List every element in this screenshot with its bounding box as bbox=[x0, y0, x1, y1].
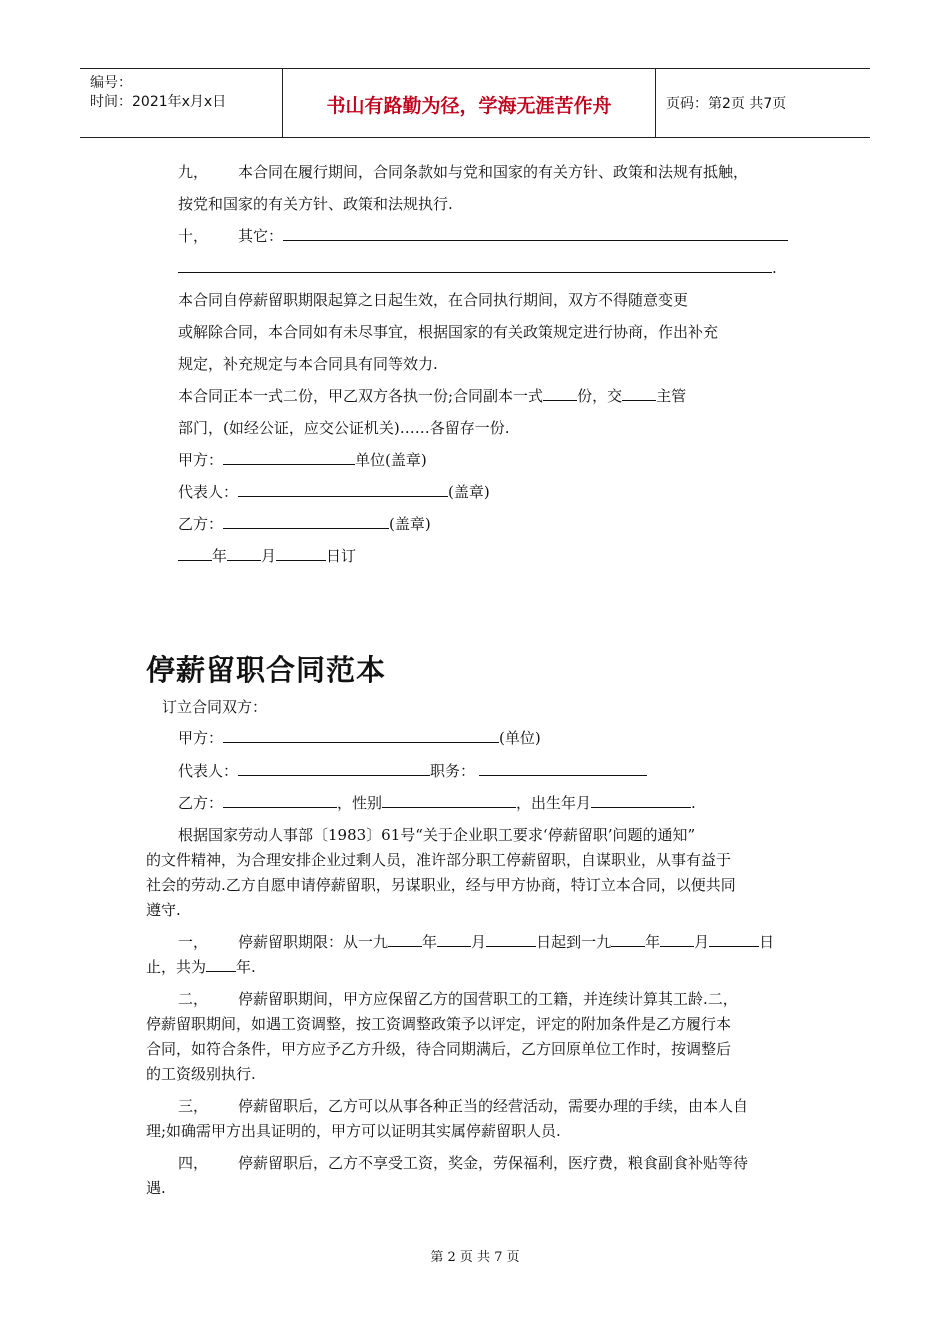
clause-1-total: 止，共为 bbox=[146, 958, 207, 976]
item-10-number: 十， bbox=[178, 227, 209, 245]
sign-rep-blank[interactable] bbox=[238, 482, 448, 497]
clause-1-start-month-blank[interactable] bbox=[437, 932, 471, 947]
sign-representative bbox=[178, 482, 490, 502]
contract-party-a bbox=[178, 728, 541, 748]
clause-1-to: 日起到一九 bbox=[536, 933, 612, 951]
contract-gender-blank[interactable] bbox=[382, 793, 516, 808]
page-footer: 第 2 页 共 7 页 bbox=[430, 1250, 520, 1265]
sign-rep-label: 代表人： bbox=[178, 483, 239, 501]
clause-2-line-4: 的工资级别执行. bbox=[146, 1065, 256, 1083]
item-10-end: . bbox=[772, 259, 777, 277]
header-motto-cell bbox=[283, 69, 656, 137]
item-10-blank-2[interactable] bbox=[178, 258, 772, 273]
clause-3-line-2: 理;如确需甲方出具证明的，甲方可以证明其实属停薪留职人员. bbox=[146, 1122, 561, 1140]
clause-1-number: 一， bbox=[178, 933, 209, 951]
clause-1-end-month-blank[interactable] bbox=[660, 932, 694, 947]
copies-dept-blank[interactable] bbox=[622, 386, 656, 401]
item-10-line-2 bbox=[178, 258, 777, 278]
clause-4-text: 停薪留职后，乙方不享受工资，奖金，劳保福利，医疗费，粮食副食补贴等待 bbox=[238, 1154, 749, 1172]
date-year-label: 年 bbox=[212, 547, 228, 565]
copies-line-1 bbox=[178, 386, 686, 406]
clause-4-number: 四， bbox=[178, 1154, 209, 1172]
clause-1-month: 月 bbox=[471, 933, 487, 951]
item-9-line-1 bbox=[178, 162, 748, 182]
clause-1-start-day-blank[interactable] bbox=[486, 932, 536, 947]
contract-birth-blank[interactable] bbox=[591, 793, 691, 808]
sign-party-b-label: 乙方： bbox=[178, 515, 224, 533]
contract-birth-end: . bbox=[691, 794, 696, 812]
contract-party-b-blank[interactable] bbox=[223, 793, 337, 808]
parties-intro: 订立合同双方： bbox=[162, 698, 268, 716]
clause-1-day-2: 日 bbox=[759, 933, 775, 951]
header-table bbox=[80, 68, 870, 138]
copies-count-blank[interactable] bbox=[543, 386, 577, 401]
item-10-blank[interactable] bbox=[283, 226, 788, 241]
clause-1-end-day-blank[interactable] bbox=[709, 932, 759, 947]
effect-line-3: 规定，补充规定与本合同具有同等效力. bbox=[178, 355, 438, 373]
intro-line-2: 的文件精神，为合理安排企业过剩人员，准许部分职工停薪留职，自谋职业，从事有益于 bbox=[146, 851, 732, 869]
clause-1-end-year-blank[interactable] bbox=[611, 932, 645, 947]
intro-line-1: 根据国家劳动人事部〔1983〕61号“关于企业职工要求‘停薪留职’问题的通知” bbox=[178, 826, 696, 844]
sign-party-a-blank[interactable] bbox=[223, 450, 355, 465]
contract-party-a-blank[interactable] bbox=[223, 728, 499, 743]
sign-party-b bbox=[178, 514, 431, 534]
time-label: 时间：2021年x月x日 bbox=[90, 94, 227, 110]
sign-party-a-label: 甲方： bbox=[178, 451, 224, 469]
clause-2-number: 二， bbox=[178, 990, 209, 1008]
sign-party-b-blank[interactable] bbox=[223, 514, 389, 529]
item-9-line-2: 按党和国家的有关方针、政策和法规执行. bbox=[178, 195, 453, 213]
copies-line-2: 部门，(如经公证，应交公证机关)……各留存一份. bbox=[178, 419, 510, 437]
clause-2-text: 停薪留职期间，甲方应保留乙方的国营职工的工籍，并连续计算其工龄.二， bbox=[238, 990, 738, 1008]
contract-birth-label: ，出生年月 bbox=[516, 794, 592, 812]
date-day-blank[interactable] bbox=[276, 546, 326, 561]
sign-party-b-suffix: (盖章) bbox=[389, 515, 431, 533]
copies-text-c: 主管 bbox=[656, 387, 687, 405]
clause-1-line-2 bbox=[146, 957, 256, 977]
clause-3-text: 停薪留职后，乙方可以从事各种正当的经营活动，需要办理的手续，由本人自 bbox=[238, 1097, 749, 1115]
serial-label: 编号： bbox=[90, 75, 132, 91]
contract-party-a-label: 甲方： bbox=[178, 729, 224, 747]
copies-text-b: 份，交 bbox=[577, 387, 623, 405]
contract-gender-label: ，性别 bbox=[337, 794, 383, 812]
item-9-number: 九， bbox=[178, 163, 209, 181]
clause-1-year: 年 bbox=[422, 933, 438, 951]
copies-text-a: 本合同正本一式二份，甲乙双方各执一份;合同副本一式 bbox=[178, 387, 544, 405]
contract-title: 停薪留职合同范本 bbox=[146, 653, 387, 687]
sign-party-a bbox=[178, 450, 427, 470]
contract-representative bbox=[178, 761, 647, 781]
motto: 书山有路勤为径，学海无涯苦作舟 bbox=[326, 95, 612, 117]
header-info-cell bbox=[80, 69, 283, 137]
clause-1-start-year-blank[interactable] bbox=[388, 932, 422, 947]
clause-1-text: 停薪留职期限：从一九 bbox=[238, 933, 389, 951]
sign-date bbox=[178, 546, 356, 566]
clause-3-number: 三， bbox=[178, 1097, 209, 1115]
clause-1-year-2: 年 bbox=[645, 933, 661, 951]
date-month-label: 月 bbox=[261, 547, 277, 565]
clause-4-line-2: 遇. bbox=[146, 1179, 166, 1197]
effect-line-2: 或解除合同，本合同如有未尽事宜，根据国家的有关政策规定进行协商，作出补充 bbox=[178, 323, 719, 341]
contract-rep-blank[interactable] bbox=[238, 761, 430, 776]
clause-2-line-2: 停薪留职期间，如遇工资调整，按工资调整政策予以评定，评定的附加条件是乙方履行本 bbox=[146, 1015, 732, 1033]
intro-line-4: 遵守. bbox=[146, 901, 181, 919]
header-page-cell bbox=[656, 69, 870, 137]
clause-1-total-unit: 年. bbox=[236, 958, 256, 976]
clause-1-month-2: 月 bbox=[694, 933, 710, 951]
sign-rep-suffix: (盖章) bbox=[448, 483, 490, 501]
contract-party-b bbox=[178, 793, 696, 813]
date-day-label: 日订 bbox=[326, 547, 357, 565]
item-9-text: 本合同在履行期间，合同条款如与党和国家的有关方针、政策和法规有抵触， bbox=[238, 163, 749, 181]
item-10-label: 其它： bbox=[238, 227, 284, 245]
clause-1-total-blank[interactable] bbox=[206, 957, 236, 972]
item-10-line-1 bbox=[178, 226, 788, 246]
clause-1-line-1 bbox=[178, 932, 774, 952]
contract-position-blank[interactable] bbox=[479, 761, 647, 776]
sign-party-a-suffix: 单位(盖章) bbox=[355, 451, 427, 469]
contract-party-b-label: 乙方： bbox=[178, 794, 224, 812]
date-month-blank[interactable] bbox=[227, 546, 261, 561]
clause-2-line-1 bbox=[178, 989, 738, 1009]
date-year-blank[interactable] bbox=[178, 546, 212, 561]
page-code: 页码：第2页 共7页 bbox=[666, 96, 787, 112]
contract-rep-label: 代表人： bbox=[178, 762, 239, 780]
clause-2-line-3: 合同，如符合条件，甲方应予乙方升级，待合同期满后，乙方回原单位工作时，按调整后 bbox=[146, 1040, 732, 1058]
contract-party-a-suffix: (单位) bbox=[499, 729, 541, 747]
clause-3-line-1 bbox=[178, 1096, 748, 1116]
contract-position-label: 职务： bbox=[430, 762, 476, 780]
effect-line-1: 本合同自停薪留职期限起算之日起生效，在合同执行期间，双方不得随意变更 bbox=[178, 291, 689, 309]
clause-4-line-1 bbox=[178, 1153, 748, 1173]
intro-line-3: 社会的劳动.乙方自愿申请停薪留职，另谋职业，经与甲方协商，特订立本合同，以便共同 bbox=[146, 876, 736, 894]
